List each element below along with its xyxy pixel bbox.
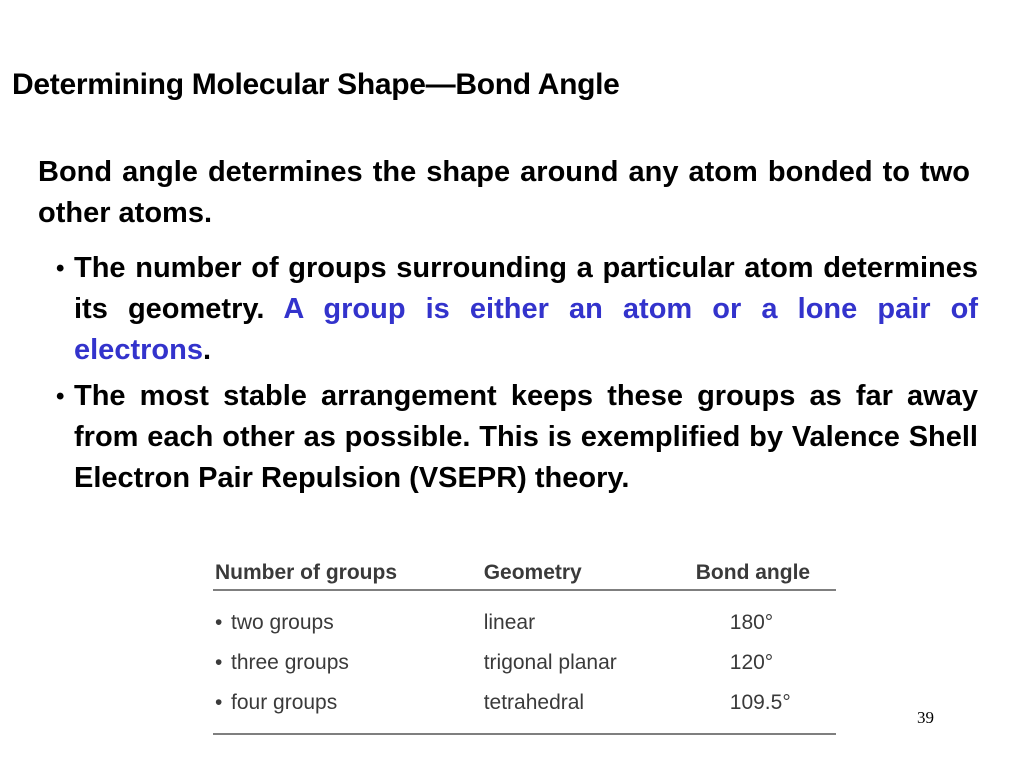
groups-value: three groups [231, 651, 349, 674]
groups-value: two groups [231, 611, 334, 634]
row-bullet-icon: • [215, 651, 223, 674]
groups-cell [213, 590, 482, 643]
groups-cell [213, 643, 482, 683]
bond-angle-cell: 109.5° [694, 683, 836, 734]
geometry-cell: trigonal planar [483, 651, 617, 674]
row-bullet-icon: • [215, 611, 223, 634]
bullet-marker: • [56, 255, 65, 282]
table-row [213, 590, 836, 643]
table-row [213, 643, 836, 683]
bullet-text: The number of groups surrounding a particular atom determines its geometry. [74, 252, 978, 325]
bond-angle-cell: 180° [729, 611, 774, 634]
geometry-cell: linear [483, 611, 536, 634]
groups-cell [213, 683, 482, 734]
bullet-list [56, 248, 978, 504]
row-bullet-icon: • [215, 691, 223, 714]
bullet-marker: • [56, 383, 65, 410]
groups-value: four groups [231, 691, 338, 714]
bullet-highlight: A group is either an atom or a lone pair of electrons [74, 293, 979, 366]
header-bond-angle: Bond angle [694, 543, 836, 590]
vsepr-table [213, 543, 836, 735]
slide-title: Determining Molecular Shape—Bond Angle [12, 68, 620, 101]
bullet-text: The most stable arrangement keeps these groups as far away from each other as possible. This is exemplified by Valence Shell Electron Pair Repulsion (VSEPR) theory. [74, 380, 978, 494]
page-number: 39 [917, 708, 934, 727]
table-header-row [213, 543, 836, 590]
header-geometry: Geometry [482, 543, 694, 590]
intro-paragraph: Bond angle determines the shape around any atom bonded to two other atoms. [38, 156, 970, 229]
geometry-cell: tetrahedral [482, 683, 694, 734]
bullet-item-groups [56, 248, 978, 371]
header-number-of-groups: Number of groups [213, 543, 482, 590]
table-row [213, 683, 836, 734]
bullet-suffix: . [202, 334, 212, 366]
bullet-item-vsepr [56, 376, 978, 499]
bond-angle-cell: 120° [729, 651, 774, 674]
